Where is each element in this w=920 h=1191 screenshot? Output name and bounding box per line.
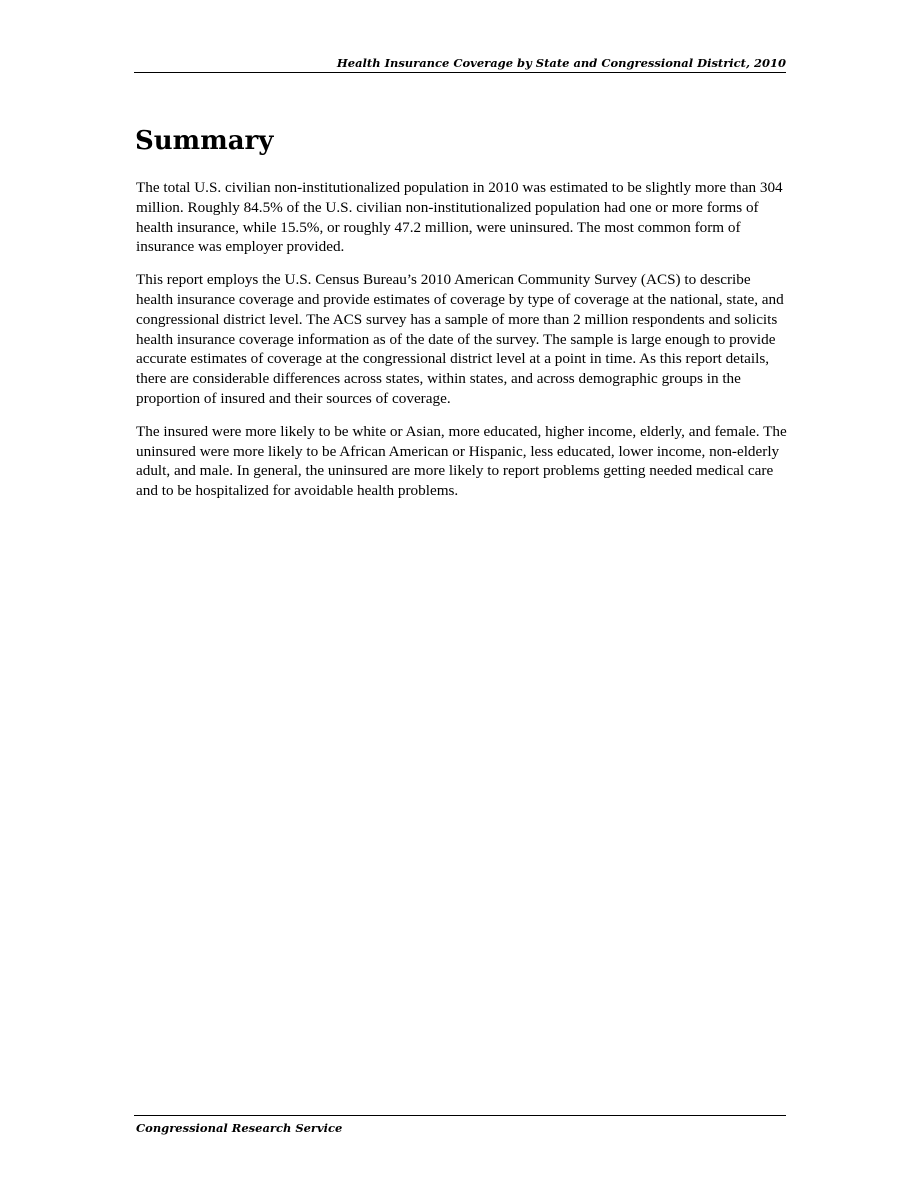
summary-body — [136, 178, 788, 514]
footer-rule — [134, 1115, 786, 1116]
section-title: Summary — [135, 126, 274, 156]
header-rule — [134, 72, 786, 73]
summary-paragraph-1: The total U.S. civilian non-institutionalized population in 2010 was estimated to be slightly more than 304 million. Roughly 84.5% of the U.S. civilian non-institutionalized population had one or more forms of health insurance, while 15.5%, or roughly 47.2 million, were uninsured. The most common form of insurance was employer provided. — [136, 179, 783, 256]
running-footer: Congressional Research Service — [136, 1121, 343, 1135]
running-header: Health Insurance Coverage by State and Congressional District, 2010 — [336, 56, 786, 70]
summary-paragraph-2: This report employs the U.S. Census Bureau’s 2010 American Community Survey (ACS) to describe health insurance coverage and provide estimates of coverage by type of coverage at the national, state, and congressional district level. The ACS survey has a sample of more than 2 million respondents and solicits health insurance coverage information as of the date of the survey. The sample is large enough to provide accurate estimates of coverage at the congressional district level at a point in time. As this report details, there are considerable differences across states, within states, and across demographic groups in the proportion of insured and their sources of coverage. — [136, 271, 784, 407]
summary-paragraph-3: The insured were more likely to be white or Asian, more educated, higher income, elderly, and female. The uninsured were more likely to be African American or Hispanic, less educated, lower income, non-elderly adult, and male. In general, the uninsured are more likely to report problems getting needed medical care and to be hospitalized for avoidable health problems. — [136, 422, 787, 500]
